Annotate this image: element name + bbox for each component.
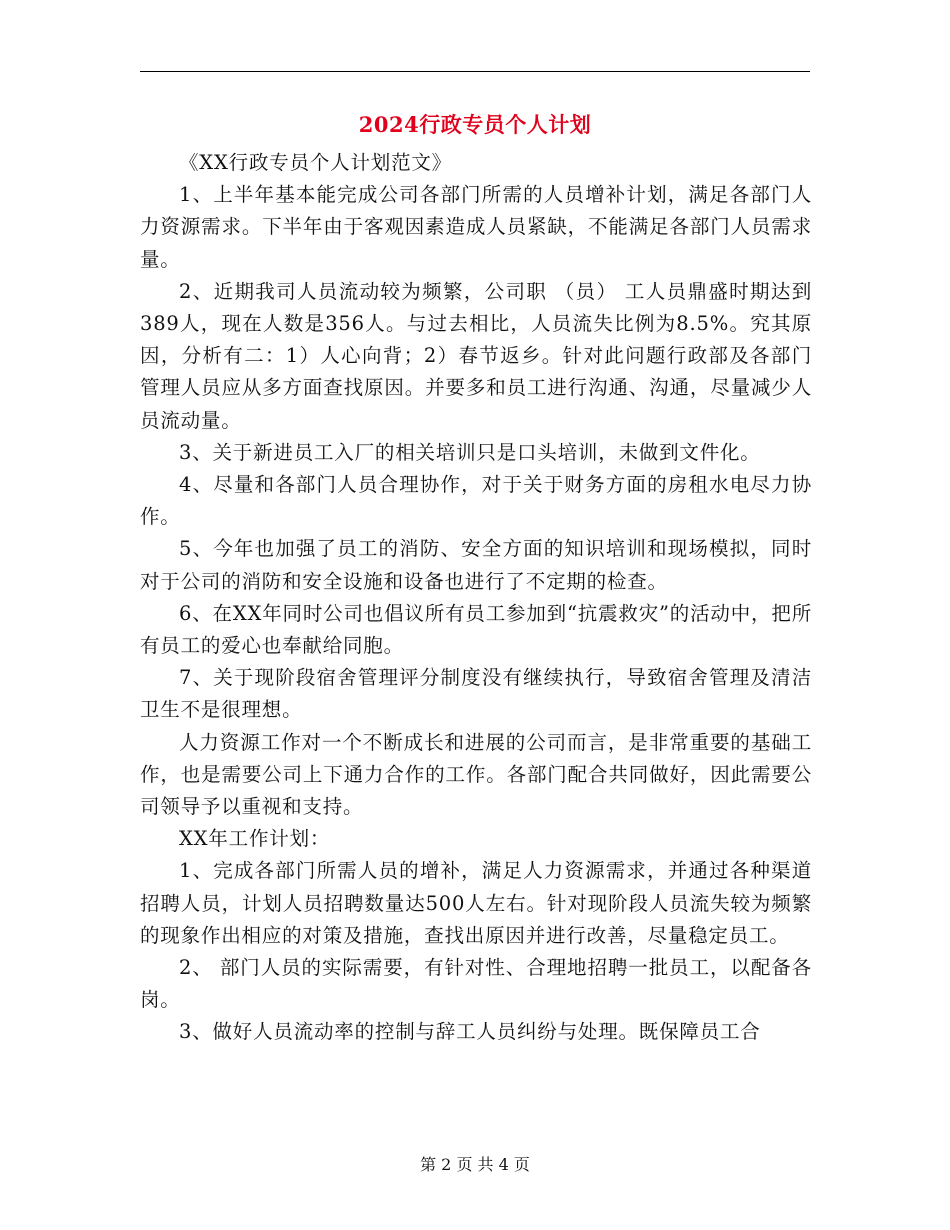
document-body bbox=[140, 147, 812, 1049]
paragraph: 3、关于新进员工入厂的相关培训只是口头培训，未做到文件化。 bbox=[179, 440, 761, 464]
paragraph: 6、在XX年同时公司也倡议所有员工参加到“抗震救灾”的活动中，把所有员工的爱心也奉献给同胞。 bbox=[140, 601, 812, 658]
document-title: 2024行政专员个人计划 bbox=[358, 112, 592, 137]
header-rule bbox=[140, 71, 810, 72]
paragraph: 4、尽量和各部门人员合理协作，对于关于财务方面的房租水电尽力协作。 bbox=[140, 473, 812, 529]
paragraph: 1、完成各部门所需人员的增补，满足人力资源需求，并通过各种渠道招聘人员，计划人员招聘数量达500人左右。针对现阶段人员流失较为频繁的现象作出相应的对策及措施，查找出原因并进行改善，尽量稳定员工。 bbox=[140, 859, 812, 947]
paragraph: 2、 部门人员的实际需要，有针对性、合理地招聘一批员工，以配备各岗。 bbox=[140, 956, 812, 1012]
paragraph: 5、今年也加强了员工的消防、安全方面的知识培训和现场模拟，同时对于公司的消防和安全设施和设备也进行了不定期的检查。 bbox=[140, 537, 812, 593]
paragraph: 1、上半年基本能完成公司各部门所需的人员增补计划，满足各部门人力资源需求。下半年由于客观因素造成人员紧缺，不能满足各部门人员需求量。 bbox=[140, 183, 812, 271]
section-heading: XX年工作计划： bbox=[179, 827, 331, 851]
paragraph: 2、近期我司人员流动较为频繁，公司职 （员） 工人员鼎盛时期达到389人，现在人数是356人。与过去相比，人员流失比例为8.5%。究其原因，分析有二：1）人心向背；2）春节返乡。针对此问题行政部及各部门管理人员应从多方面查找原因。并要多和员工进行沟通、沟通，尽量减少人员流动量。 bbox=[140, 279, 812, 432]
paragraph: 人力资源工作对一个不断成长和进展的公司而言，是非常重要的基础工作，也是需要公司上下通力合作的工作。各部门配合共同做好，因此需要公司领导予以重视和支持。 bbox=[140, 730, 812, 819]
subtitle-paragraph: 《XX行政专员个人计划范文》 bbox=[179, 151, 452, 174]
paragraph: 3、做好人员流动率的控制与辞工人员纠纷与处理。既保障员工合 bbox=[179, 1020, 761, 1044]
paragraph: 7、关于现阶段宿舍管理评分制度没有继续执行，导致宿舍管理及清洁卫生不是很理想。 bbox=[140, 666, 812, 722]
page-number-footer: 第 2 页 共 4 页 bbox=[420, 1155, 530, 1174]
